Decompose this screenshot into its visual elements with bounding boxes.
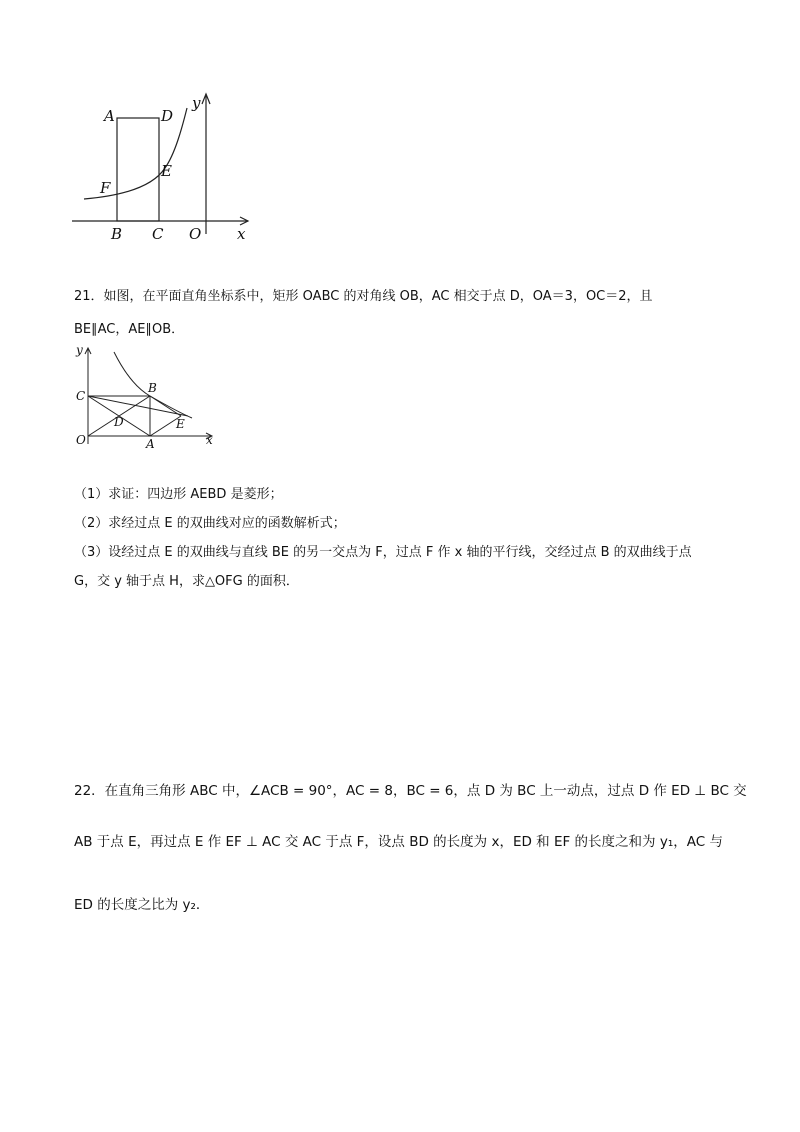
label-x: x: [206, 433, 213, 447]
label-O: O: [189, 225, 202, 243]
label-x: x: [237, 225, 246, 243]
label-C: C: [76, 389, 86, 403]
q22-line-3: ED 的长度之比为 y₂．: [74, 897, 210, 913]
q21-part-2: （2）求经过点 E 的双曲线对应的函数解析式；: [74, 516, 346, 531]
figure-1-rectangle-curve: [60, 88, 260, 243]
q22-line-1: 22．在直角三角形 ABC 中，∠ACB = 90°，AC = 8，BC = 6，点 D 为 BC 上一动点，过点 D 作 ED ⊥ BC 交: [74, 783, 747, 799]
q21-part-1: （1）求证：四边形 AEBD 是菱形；: [74, 487, 283, 502]
label-E: E: [176, 417, 185, 431]
figure-2-rhombus-hyperbola: [68, 340, 218, 452]
q22-line-2: AB 于点 E，再过点 E 作 EF ⊥ AC 交 AC 于点 F，设点 BD 的长度为 x，ED 和 EF 的长度之和为 y₁，AC 与: [74, 834, 723, 850]
label-A: A: [146, 437, 155, 451]
label-D: D: [161, 107, 174, 125]
label-B: B: [148, 381, 157, 395]
label-O: O: [76, 433, 86, 447]
label-B: B: [111, 225, 123, 243]
label-C: C: [152, 225, 164, 243]
q21-line-2: BE∥AC，AE∥OB．: [74, 322, 185, 337]
q21-line-1: 21．如图，在平面直角坐标系中，矩形 OABC 的对角线 OB，AC 相交于点 D，OA＝3，OC＝2，且: [74, 289, 653, 304]
q21-part-3a: （3）设经过点 E 的双曲线与直线 BE 的另一交点为 F，过点 F 作 x 轴的平行线，交经过点 B 的双曲线于点: [74, 545, 692, 560]
label-y: y: [192, 94, 201, 112]
label-E: E: [161, 162, 172, 180]
label-A: A: [104, 107, 115, 125]
q21-part-3b: G，交 y 轴于点 H，求△OFG 的面积．: [74, 574, 299, 589]
label-F: F: [100, 179, 111, 197]
label-D: D: [114, 415, 124, 429]
rectangle-ABCD: [117, 118, 159, 221]
label-y: y: [76, 343, 83, 357]
